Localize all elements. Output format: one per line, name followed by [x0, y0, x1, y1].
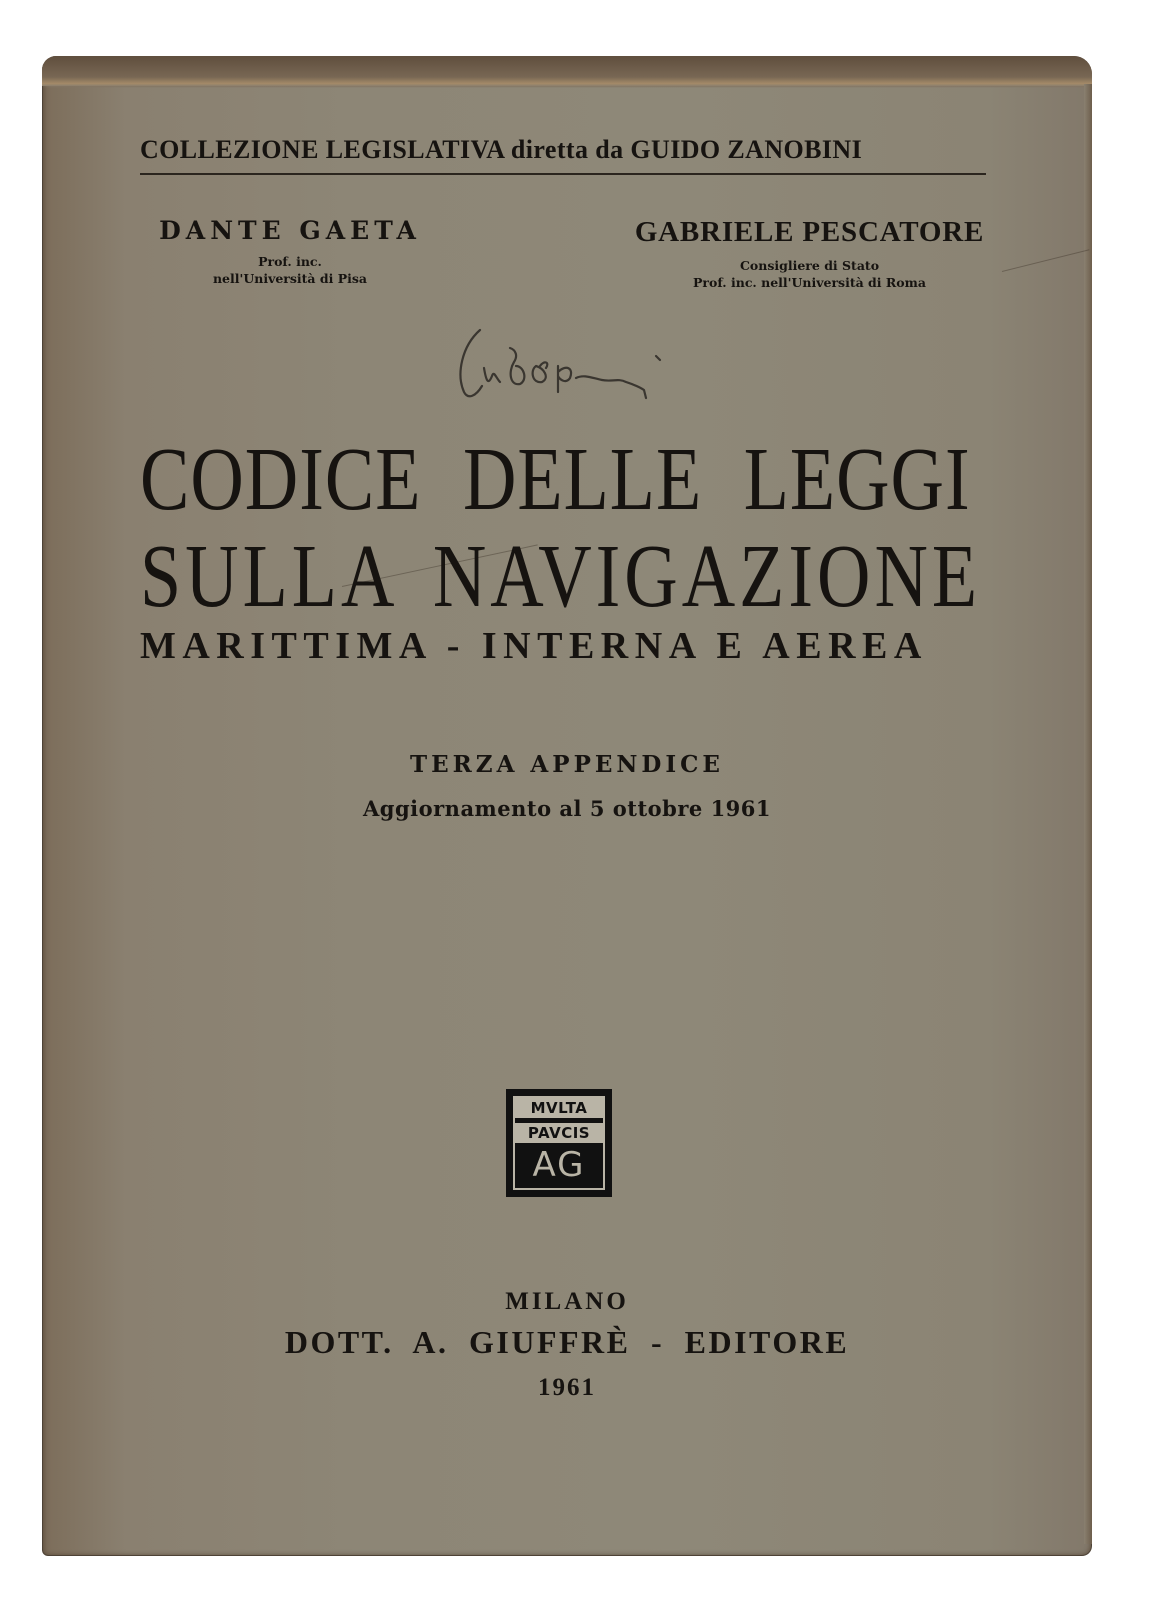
affiliation-line: Prof. inc. — [258, 254, 322, 269]
author-name: DANTE GAETA — [159, 216, 421, 245]
affiliation-line: Consigliere di Stato — [739, 258, 880, 273]
edition-update: Aggiornamento al 5 ottobre 1961 — [362, 796, 772, 821]
edition-name: TERZA APPENDICE — [410, 751, 724, 778]
cover-content — [42, 56, 1092, 1556]
series-divider — [140, 173, 986, 175]
author-1 — [140, 216, 440, 287]
author-name: GABRIELE PESCATORE — [634, 216, 985, 248]
affiliation-line: Prof. inc. nell'Università di Roma — [693, 275, 926, 290]
logo-motto-line-2: PAVCIS — [514, 1123, 604, 1143]
imprint-year: 1961 — [538, 1374, 596, 1401]
author-affiliation — [140, 253, 440, 287]
handwritten-signature — [432, 326, 682, 406]
logo-motto-line-1: MVLTA — [514, 1098, 604, 1118]
publisher-logo — [506, 1089, 612, 1197]
imprint-publisher: DOTT. A. GIUFFRÈ - EDITORE — [284, 1324, 850, 1360]
author-2 — [627, 216, 992, 291]
series-title: COLLEZIONE LEGISLATIVA diretta da GUIDO ZANOBINI — [140, 135, 863, 164]
imprint-city: MILANO — [505, 1288, 629, 1315]
title-line-1: CODICE DELLE LEGGI — [140, 429, 971, 530]
affiliation-line: nell'Università di Pisa — [212, 271, 368, 286]
logo-initials: AG — [532, 1145, 586, 1185]
author-affiliation — [627, 257, 992, 291]
title-line-2: SULLA NAVIGAZIONE — [140, 526, 982, 627]
title-line-3: MARITTIMA - INTERNA E AEREA — [140, 625, 928, 667]
cover-crease — [1002, 249, 1090, 272]
book-cover — [42, 56, 1092, 1556]
